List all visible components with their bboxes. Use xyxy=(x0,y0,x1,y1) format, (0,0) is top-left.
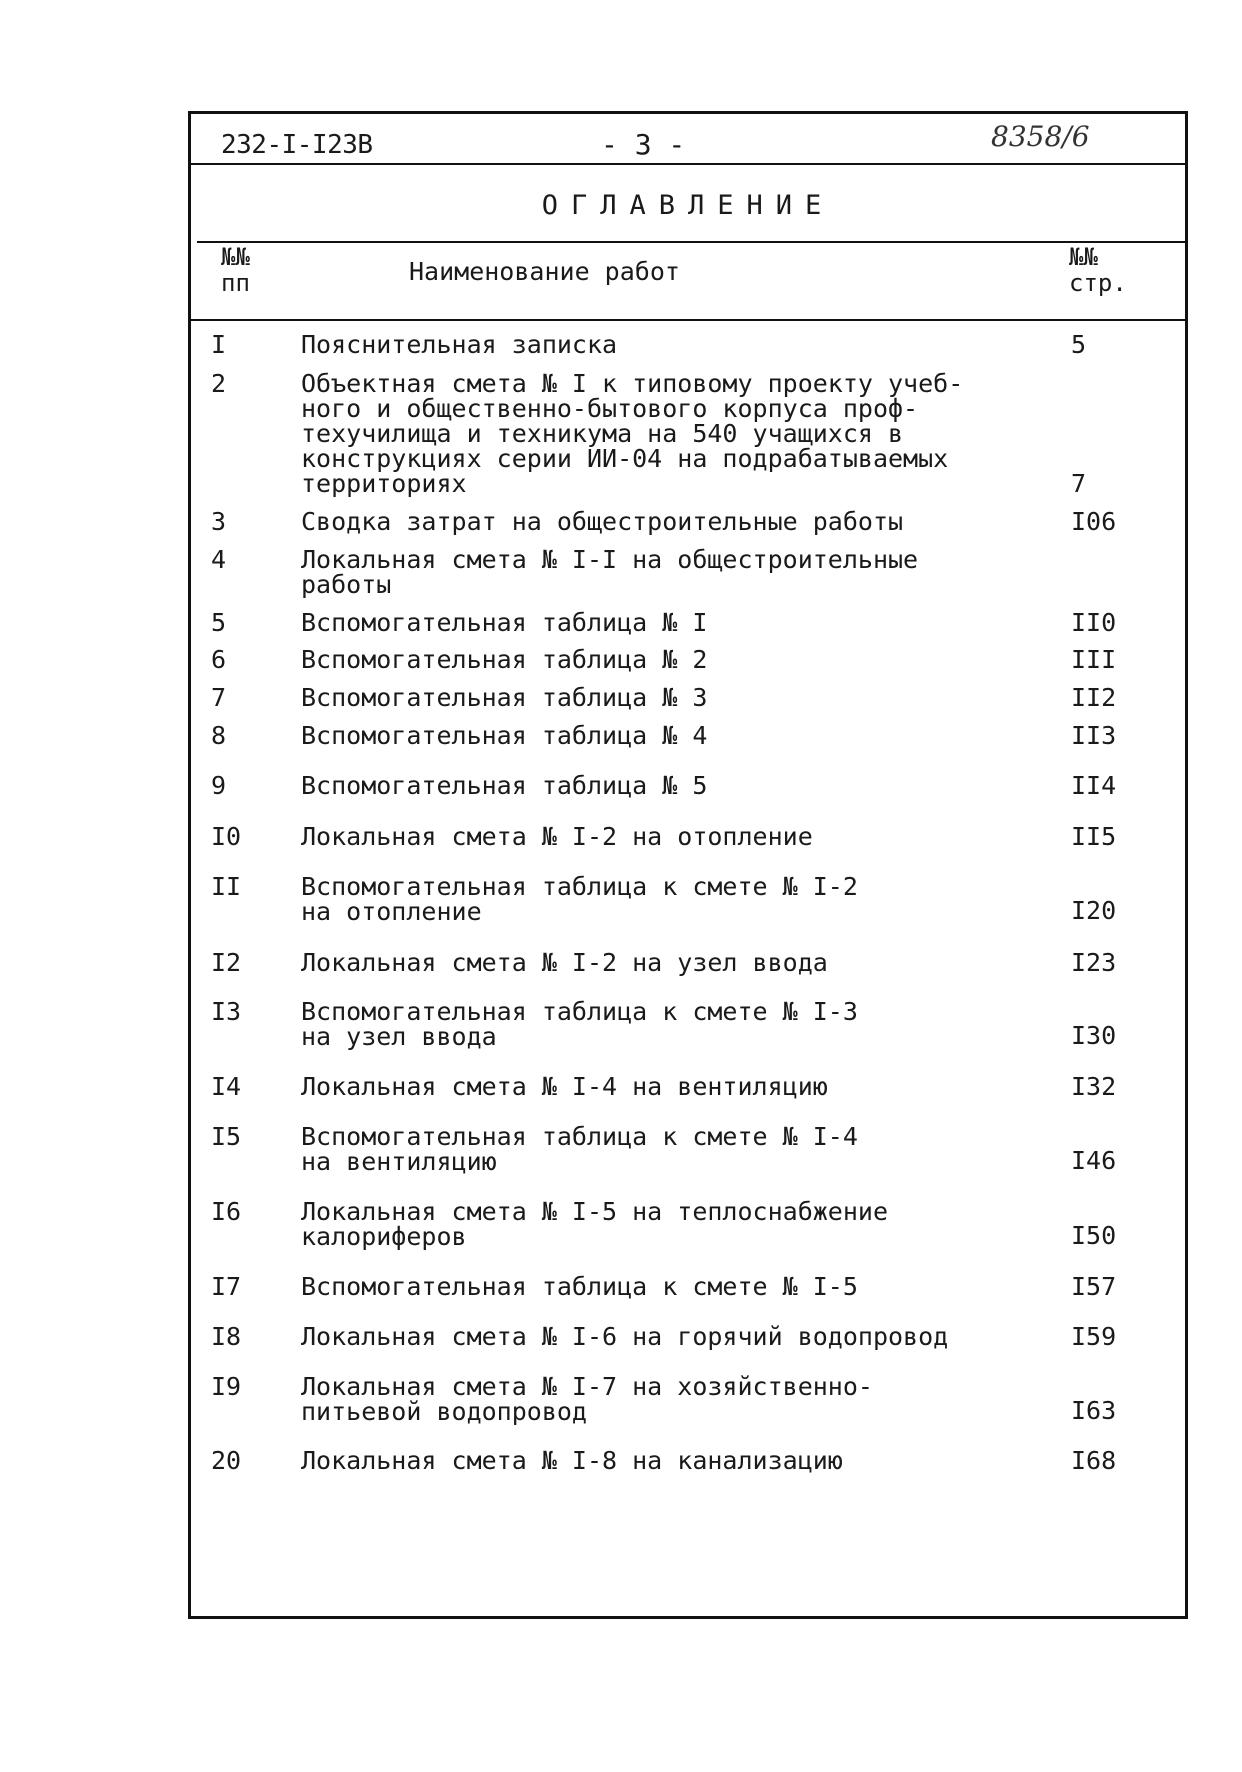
toc-row-number: 8 xyxy=(211,721,227,750)
toc-row-title: Вспомогательная таблица к смете № I-2 на отопление xyxy=(301,872,858,926)
toc-row-page: II2 xyxy=(1071,683,1117,712)
toc-row-title: Вспомогательная таблица к смете № I-3 на узел ввода xyxy=(301,997,858,1051)
document-frame xyxy=(188,111,1188,1619)
columns-divider xyxy=(191,319,1185,321)
toc-row-number: I4 xyxy=(211,1072,242,1101)
toc-row-page: I20 xyxy=(1071,896,1117,925)
toc-row-title: Вспомогательная таблица к смете № I-4 на вентиляцию xyxy=(301,1122,858,1176)
toc-row-title: Вспомогательная таблица № 3 xyxy=(301,683,708,712)
toc-row-number: 2 xyxy=(211,369,227,398)
column-header-name: Наименование работ xyxy=(409,257,680,286)
toc-row-number: II xyxy=(211,872,242,901)
toc-row-page: I63 xyxy=(1071,1396,1117,1425)
column-header-num-line2: пп xyxy=(221,269,250,297)
toc-row-page: I50 xyxy=(1071,1221,1117,1250)
title-divider xyxy=(197,241,1185,243)
toc-row-number: 4 xyxy=(211,545,227,574)
toc-row-number: 20 xyxy=(211,1446,242,1475)
toc-row-title: Локальная смета № I-2 на узел ввода xyxy=(301,948,828,977)
toc-row-title: Сводка затрат на общестроительные работы xyxy=(301,507,904,536)
toc-row-page: II5 xyxy=(1071,822,1117,851)
toc-row-number: 9 xyxy=(211,771,227,800)
toc-row-page: I68 xyxy=(1071,1446,1117,1475)
toc-row-title: Вспомогательная таблица № 4 xyxy=(301,721,708,750)
column-header-num-line1: №№ xyxy=(221,243,250,271)
toc-row-number: I8 xyxy=(211,1322,242,1351)
toc-row-title: Локальная смета № I-2 на отопление xyxy=(301,822,813,851)
toc-row-title: Локальная смета № I-I на общестроительные работы xyxy=(301,545,919,599)
toc-row-number: 6 xyxy=(211,645,227,674)
toc-row-title: Вспомогательная таблица № 2 xyxy=(301,645,708,674)
toc-row-number: I6 xyxy=(211,1197,242,1226)
toc-row-page: I23 xyxy=(1071,948,1117,977)
document-code: 232-I-I23B xyxy=(221,130,373,160)
column-header-page-line2: стр. xyxy=(1069,269,1127,297)
toc-row-title: Локальная смета № I-5 на теплоснабжение калориферов xyxy=(301,1197,888,1251)
toc-row-title: Вспомогательная таблица № 5 xyxy=(301,771,708,800)
toc-row-number: I5 xyxy=(211,1122,242,1151)
toc-row-page: 7 xyxy=(1071,469,1087,498)
toc-row-number: 3 xyxy=(211,507,227,536)
toc-row-page: I32 xyxy=(1071,1072,1117,1101)
toc-row-page: I30 xyxy=(1071,1021,1117,1050)
toc-row-page: I59 xyxy=(1071,1322,1117,1351)
toc-row-page: I57 xyxy=(1071,1272,1117,1301)
toc-row-number: I7 xyxy=(211,1272,242,1301)
toc-row-page: II3 xyxy=(1071,721,1117,750)
toc-row-title: Пояснительная записка xyxy=(301,330,618,359)
toc-row-title: Вспомогательная таблица № I xyxy=(301,608,708,637)
toc-row-number: I9 xyxy=(211,1372,242,1401)
toc-row-number: 5 xyxy=(211,608,227,637)
toc-row-title: Вспомогательная таблица к смете № I-5 xyxy=(301,1272,858,1301)
toc-row-page: II4 xyxy=(1071,771,1117,800)
toc-row-number: I0 xyxy=(211,822,242,851)
toc-row-page: I46 xyxy=(1071,1146,1117,1175)
page-marker: - 3 - xyxy=(601,128,686,161)
column-header-num xyxy=(221,244,250,296)
column-header-page-line1: №№ xyxy=(1069,243,1098,271)
toc-row-number: I2 xyxy=(211,948,242,977)
page-title: ОГЛАВЛЕНИЕ xyxy=(541,190,835,221)
header-divider xyxy=(191,163,1185,165)
toc-row-title: Локальная смета № I-6 на горячий водопровод xyxy=(301,1322,949,1351)
toc-row-title: Локальная смета № I-4 на вентиляцию xyxy=(301,1072,828,1101)
toc-row-number: I xyxy=(211,330,227,359)
toc-row-title: Локальная смета № I-7 на хозяйственно- питьевой водопровод xyxy=(301,1372,873,1426)
toc-row-page: 5 xyxy=(1071,330,1087,359)
toc-row-page: II0 xyxy=(1071,608,1117,637)
toc-row-number: I3 xyxy=(211,997,242,1026)
column-header-page xyxy=(1069,244,1127,296)
toc-row-page: I06 xyxy=(1071,507,1117,536)
toc-row-title: Объектная смета № I к типовому проекту учеб- ного и общественно-бытового корпуса проф- техучилища и техникума на 540 учащихся в конструкциях серии ИИ-04 на подрабатываемых территориях xyxy=(301,369,964,498)
toc-row-number: 7 xyxy=(211,683,227,712)
toc-row-title: Локальная смета № I-8 на канализацию xyxy=(301,1446,843,1475)
handwritten-note: 8358/6 xyxy=(991,120,1090,153)
toc-row-page: III xyxy=(1071,645,1117,674)
